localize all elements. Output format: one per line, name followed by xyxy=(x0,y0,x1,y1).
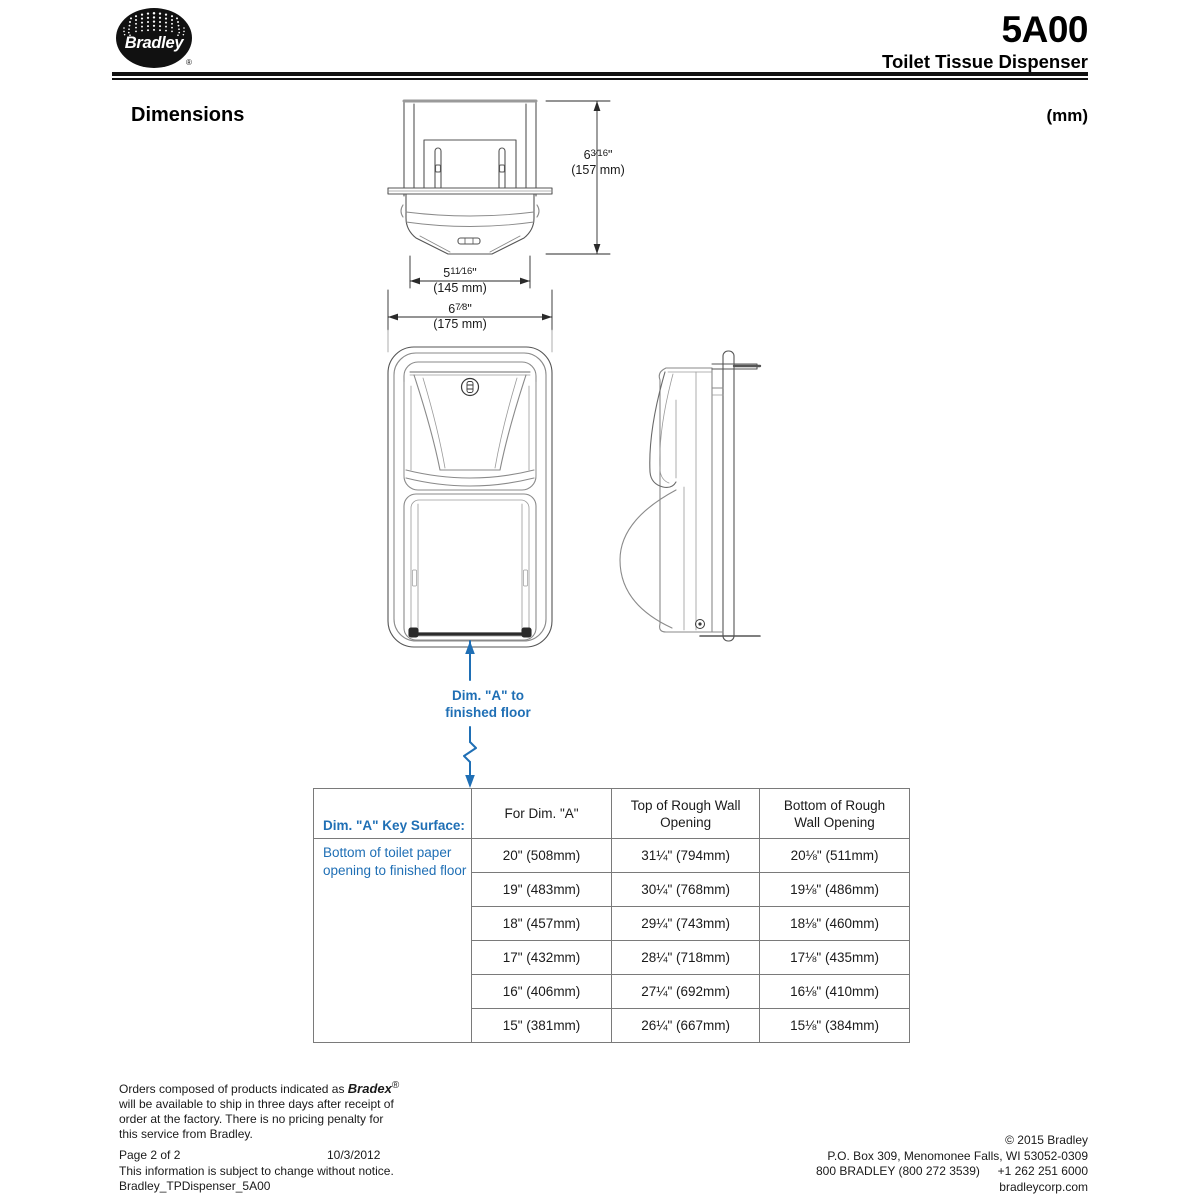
cell-top-opening: 31¼" (794mm) xyxy=(612,839,760,873)
cell-bottom-opening: 20⅛" (511mm) xyxy=(760,839,910,873)
bradex-note-line4: this service from Bradley. xyxy=(119,1127,253,1141)
bradex-note xyxy=(119,1078,449,1142)
header-rule-thick xyxy=(112,72,1088,76)
header-bottom-rough-wall-line2: Wall Opening xyxy=(794,814,875,830)
website-url[interactable]: bradleycorp.com xyxy=(999,1179,1088,1194)
cell-bottom-opening: 15⅛" (384mm) xyxy=(760,1009,910,1043)
cell-key-surface-value xyxy=(314,839,472,1043)
cell-dim-a: 17" (432mm) xyxy=(471,941,611,975)
cell-dim-a: 20" (508mm) xyxy=(471,839,611,873)
model-number: 5A00 xyxy=(1001,9,1088,50)
cell-dim-a: 19" (483mm) xyxy=(471,873,611,907)
table-body xyxy=(314,839,910,1043)
disclaimer-text: This information is subject to change without notice. xyxy=(119,1163,394,1178)
header-title-block xyxy=(882,10,1088,73)
table-head xyxy=(314,789,910,839)
cell-dim-a: 15" (381mm) xyxy=(471,1009,611,1043)
international-phone: +1 262 251 6000 xyxy=(997,1164,1088,1178)
page-label: Page 2 of 2 xyxy=(119,1148,181,1162)
table-row xyxy=(314,839,910,873)
dim-a-line-1: Dim. "A" to xyxy=(451,688,525,703)
logo-wordmark: Bradley xyxy=(124,34,184,52)
cell-top-opening: 28¼" (718mm) xyxy=(612,941,760,975)
section-title: Dimensions xyxy=(131,104,245,126)
cell-top-opening: 26¼" (667mm) xyxy=(612,1009,760,1043)
rough-wall-opening-table xyxy=(313,788,910,1043)
bradley-logo xyxy=(112,8,198,70)
units-label: (mm) xyxy=(1046,106,1088,125)
footer-contact-info xyxy=(816,1133,1088,1195)
header-top-rough-wall xyxy=(612,789,760,839)
header-top-rough-wall-line2: Opening xyxy=(660,814,712,830)
dimension-label-depth: 511⁄16" (145 mm) xyxy=(433,266,487,295)
cell-bottom-opening: 17⅛" (435mm) xyxy=(760,941,910,975)
logo-oval-shape xyxy=(116,8,192,68)
footer-document-info xyxy=(119,1148,519,1195)
mailing-address: P.O. Box 309, Menomonee Falls, WI 53052-0309 xyxy=(827,1148,1088,1163)
header-for-dim-a: For Dim. "A" xyxy=(471,789,611,839)
dimension-label-height: 63⁄16" (157 mm) xyxy=(571,148,625,177)
side-view-drawing xyxy=(620,351,760,641)
phone-row xyxy=(816,1164,1088,1180)
page-header xyxy=(112,8,1088,70)
dim-a-annotation xyxy=(398,687,578,721)
dimension-label-width: 67⁄8" (175 mm) xyxy=(433,302,487,331)
footer-page-row xyxy=(119,1148,519,1164)
header-rule-thin xyxy=(112,78,1088,80)
bradex-note-prefix: Orders composed of products indicated as xyxy=(119,1082,348,1096)
cell-dim-a: 16" (406mm) xyxy=(471,975,611,1009)
revision-date: 10/3/2012 xyxy=(327,1148,381,1162)
bradex-wordmark: Bradex xyxy=(347,1081,392,1096)
cell-bottom-opening: 16⅛" (410mm) xyxy=(760,975,910,1009)
product-name: Toilet Tissue Dispenser xyxy=(882,51,1088,72)
logo-registered-mark: ® xyxy=(186,58,192,67)
document-id: Bradley_TPDispenser_5A00 xyxy=(119,1179,271,1193)
key-surface-line1: Bottom of toilet paper xyxy=(323,845,452,860)
key-surface-line2: opening to finished floor xyxy=(323,863,467,878)
cell-top-opening: 30¼" (768mm) xyxy=(612,873,760,907)
bradex-note-line3: order at the factory. There is no pricing penalty for xyxy=(119,1112,384,1126)
cell-top-opening: 27¼" (692mm) xyxy=(612,975,760,1009)
header-bottom-rough-wall-line1: Bottom of Rough xyxy=(783,797,886,813)
top-view-drawing xyxy=(388,101,552,254)
toll-free-phone: 800 BRADLEY (800 272 3539) xyxy=(816,1164,980,1178)
header-top-rough-wall-line1: Top of Rough Wall xyxy=(630,797,741,813)
bradex-note-line2: will be available to ship in three days after receipt of xyxy=(119,1097,394,1111)
front-view-drawing xyxy=(388,347,552,647)
bradex-registered-mark: ® xyxy=(391,1080,400,1091)
copyright-text: © 2015 Bradley xyxy=(1005,1133,1088,1147)
cell-dim-a: 18" (457mm) xyxy=(471,907,611,941)
dim-a-line-2: finished floor xyxy=(445,705,531,720)
header-key-surface: Dim. "A" Key Surface: xyxy=(314,789,472,839)
cell-bottom-opening: 18⅛" (460mm) xyxy=(760,907,910,941)
header-bottom-rough-wall xyxy=(760,789,910,839)
cell-top-opening: 29¼" (743mm) xyxy=(612,907,760,941)
table-header-row xyxy=(314,789,910,839)
cell-bottom-opening: 19⅛" (486mm) xyxy=(760,873,910,907)
